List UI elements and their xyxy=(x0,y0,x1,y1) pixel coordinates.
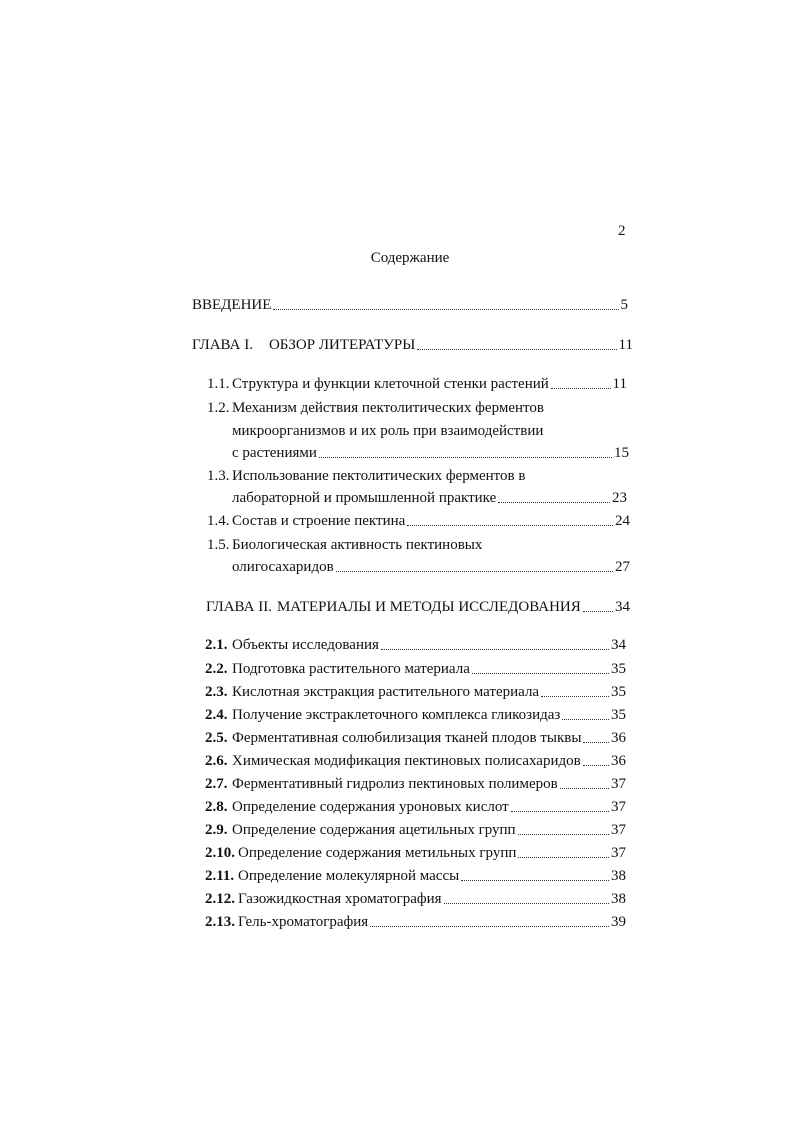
page-number: 2 xyxy=(618,223,626,239)
toc-entry-1-2[interactable] xyxy=(207,398,627,418)
toc-entry-title: Структура и функции клеточной стенки растений xyxy=(232,376,549,392)
section-number: 2.13. xyxy=(205,914,235,930)
toc-entry-title: ВВЕДЕНИЕ xyxy=(192,297,272,313)
toc-entry-title: Химическая модификация пектиновых полисахаридов xyxy=(232,753,581,769)
toc-entry-2-13[interactable] xyxy=(205,912,626,932)
dot-leader xyxy=(583,751,609,766)
toc-title: Содержание xyxy=(370,250,450,266)
section-number: 2.12. xyxy=(205,891,235,907)
section-number: 2.4. xyxy=(205,707,228,723)
dot-leader xyxy=(370,912,609,927)
toc-entry-page: 35 xyxy=(611,661,626,677)
toc-entry-page: 36 xyxy=(611,730,626,746)
toc-entry-2-11[interactable] xyxy=(205,866,626,886)
toc-entry-1-4[interactable] xyxy=(207,511,630,531)
section-number: 1.1. xyxy=(207,376,230,392)
toc-entry-2-1[interactable] xyxy=(205,635,626,655)
toc-entry-page: 27 xyxy=(615,559,630,575)
section-number: 2.9. xyxy=(205,822,228,838)
section-number: 2.7. xyxy=(205,776,228,792)
toc-entry-page: 34 xyxy=(611,637,626,653)
section-number: 2.3. xyxy=(205,684,228,700)
dot-leader xyxy=(583,728,609,743)
toc-entry-chapter-1[interactable] xyxy=(192,335,633,355)
toc-entry-intro[interactable] xyxy=(192,295,628,315)
dot-leader xyxy=(444,889,609,904)
toc-entry-page: 36 xyxy=(611,753,626,769)
toc-entry-2-9[interactable] xyxy=(205,820,626,840)
dot-leader xyxy=(273,295,618,310)
toc-entry-title: олигосахаридов xyxy=(232,559,334,575)
toc-entry-page: 35 xyxy=(611,707,626,723)
toc-entry-1-5-last-line[interactable] xyxy=(232,557,630,577)
section-number: 1.2. xyxy=(207,400,230,416)
chapter-label: ГЛАВА II. xyxy=(206,599,272,615)
toc-entry-page: 39 xyxy=(611,914,626,930)
section-number: 2.6. xyxy=(205,753,228,769)
toc-entry-title: Определение содержания ацетильных групп xyxy=(232,822,516,838)
section-number: 2.2. xyxy=(205,661,228,677)
toc-entry-title: Использование пектолитических ферментов в xyxy=(232,468,526,484)
section-number: 1.5. xyxy=(207,537,230,553)
chapter-label: ГЛАВА I. xyxy=(192,337,253,353)
toc-entry-page: 34 xyxy=(615,599,630,615)
dot-leader xyxy=(407,511,613,526)
toc-entry-page: 37 xyxy=(611,845,626,861)
toc-entry-2-6[interactable] xyxy=(205,751,626,771)
dot-leader xyxy=(461,866,609,881)
toc-entry-page: 37 xyxy=(611,799,626,815)
toc-entry-title: МАТЕРИАЛЫ И МЕТОДЫ ИССЛЕДОВАНИЯ xyxy=(276,599,581,615)
dot-leader xyxy=(562,705,609,720)
section-number: 1.4. xyxy=(207,513,230,529)
toc-entry-page: 37 xyxy=(611,776,626,792)
toc-entry-2-12[interactable] xyxy=(205,889,626,909)
toc-entry-1-2-last-line[interactable] xyxy=(232,443,629,463)
dot-leader xyxy=(472,659,609,674)
toc-entry-title: Гель-хроматография xyxy=(238,914,369,930)
toc-entry-1-1[interactable] xyxy=(207,374,627,394)
toc-entry-title: Объекты исследования xyxy=(232,637,379,653)
toc-entry-2-3[interactable] xyxy=(205,682,626,702)
toc-entry-chapter-2[interactable] xyxy=(206,597,630,617)
toc-entry-title: Механизм действия пектолитических ферментов xyxy=(232,400,544,416)
dot-leader xyxy=(336,557,613,572)
toc-entry-page: 5 xyxy=(620,297,628,313)
toc-entry-2-8[interactable] xyxy=(205,797,626,817)
toc-entry-title: ОБЗОР ЛИТЕРАТУРЫ xyxy=(268,337,416,353)
toc-entry-title: Кислотная экстракция растительного материала xyxy=(232,684,540,700)
toc-entry-page: 11 xyxy=(618,337,633,353)
dot-leader xyxy=(560,774,609,789)
toc-entry-page: 38 xyxy=(611,868,626,884)
toc-entry-title: Газожидкостная хроматография xyxy=(238,891,442,907)
toc-entry-1-5[interactable] xyxy=(207,535,627,555)
toc-entry-title: Определение молекулярной массы xyxy=(238,868,460,884)
toc-entry-title: Состав и строение пектина xyxy=(232,513,406,529)
section-number: 2.10. xyxy=(205,845,235,861)
toc-entry-1-3-last-line[interactable] xyxy=(232,488,627,508)
toc-entry-2-4[interactable] xyxy=(205,705,626,725)
dot-leader xyxy=(541,682,609,697)
toc-entry-title: Биологическая активность пектиновых xyxy=(232,537,483,553)
toc-entry-2-2[interactable] xyxy=(205,659,626,679)
toc-entry-2-10[interactable] xyxy=(205,843,626,863)
dot-leader xyxy=(381,635,609,650)
section-number: 1.3. xyxy=(207,468,230,484)
toc-entry-title: Определение содержания уроновых кислот xyxy=(232,799,509,815)
toc-entry-page: 15 xyxy=(614,445,629,461)
toc-entry-title: Подготовка растительного материала xyxy=(232,661,470,677)
toc-entry-page: 37 xyxy=(611,822,626,838)
toc-entry-continuation: микроорганизмов и их роль при взаимодействии xyxy=(232,423,544,439)
dot-leader xyxy=(518,820,609,835)
dot-leader xyxy=(518,843,609,858)
toc-entry-title: Определение содержания метильных групп xyxy=(238,845,517,861)
toc-entry-page: 38 xyxy=(611,891,626,907)
dot-leader xyxy=(319,443,612,458)
toc-entry-page: 35 xyxy=(611,684,626,700)
toc-entry-title: лабораторной и промышленной практике xyxy=(232,490,497,506)
dot-leader xyxy=(498,488,610,503)
toc-entry-page: 24 xyxy=(615,513,630,529)
toc-entry-2-7[interactable] xyxy=(205,774,626,794)
section-number: 2.5. xyxy=(205,730,228,746)
dot-leader xyxy=(551,374,611,389)
dot-leader xyxy=(417,335,616,350)
section-number: 2.11. xyxy=(205,868,235,884)
toc-entry-title: Получение экстраклеточного комплекса гликозидаз xyxy=(232,707,561,723)
section-number: 2.8. xyxy=(205,799,228,815)
toc-entry-1-3[interactable] xyxy=(207,466,627,486)
dot-leader xyxy=(583,597,613,612)
toc-entry-title: Ферментативный гидролиз пектиновых полимеров xyxy=(232,776,558,792)
toc-entry-page: 23 xyxy=(612,490,627,506)
toc-entry-page: 11 xyxy=(612,376,627,392)
toc-entry-title: Ферментативная солюбилизация тканей плодов тыквы xyxy=(232,730,582,746)
toc-entry-2-5[interactable] xyxy=(205,728,626,748)
toc-entry-title: с растениями xyxy=(232,445,317,461)
dot-leader xyxy=(511,797,609,812)
section-number: 2.1. xyxy=(205,637,228,653)
